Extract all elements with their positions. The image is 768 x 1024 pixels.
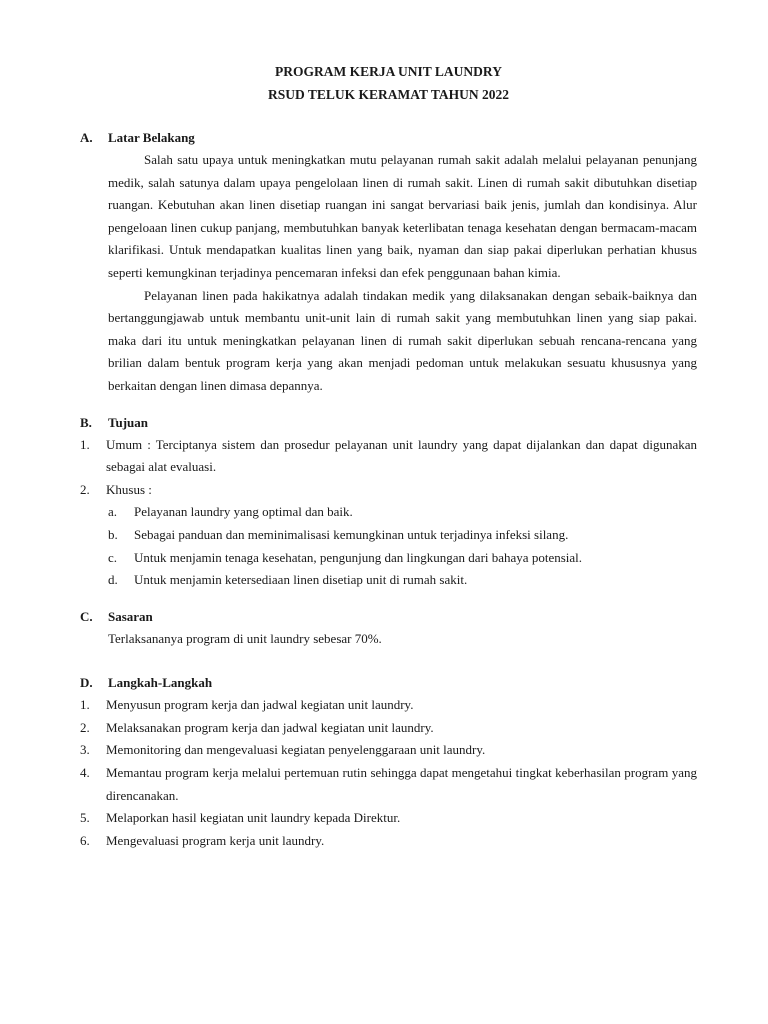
list-item bbox=[80, 762, 697, 807]
section-letter: C. bbox=[80, 608, 93, 624]
section-heading bbox=[80, 606, 697, 628]
list-number: 2. bbox=[80, 481, 90, 497]
list-item bbox=[80, 434, 697, 479]
sub-list-item bbox=[108, 501, 697, 524]
list-letter: c. bbox=[108, 549, 118, 565]
list-letter: d. bbox=[108, 572, 118, 588]
section-letter: B. bbox=[80, 414, 92, 430]
list-number: 6. bbox=[80, 832, 90, 848]
sub-list-item bbox=[108, 569, 697, 592]
list-letter: b. bbox=[108, 526, 118, 542]
section-letter: D. bbox=[80, 675, 93, 691]
list-item bbox=[80, 739, 697, 762]
list-text: Mengevaluasi program kerja unit laundry. bbox=[106, 832, 325, 848]
list-text: Melaporkan hasil kegiatan unit laundry kepada Direktur. bbox=[106, 810, 401, 826]
list-text: Pelayanan laundry yang optimal dan baik. bbox=[134, 504, 353, 520]
list-item bbox=[80, 479, 697, 502]
section-letter: A. bbox=[80, 130, 93, 145]
numbered-list bbox=[80, 434, 697, 592]
paragraph: Salah satu upaya untuk meningkatkan mutu pelayanan rumah sakit adalah melalui pelayanan penunjang medik, salah satunya dalam upaya pengelolaan linen di rumah sakit. Linen di rumah sakit dibutuhkan disetiap ruangan. Kebutuhan akan linen disetiap ruangan ini sangat bervariasi baik jenis, jumlah dan kondisinya. Alur pengeloaan linen cukup panjang, membutuhkan banyak keterlibatan tenaga kesehatan dengan bermacam-macam klarifikasi. Untuk mendapatkan kualitas linen yang baik, nyaman dan siap pakai diperlukan perhatian khusus seperti kemungkinan terjadinya pencemaran infeksi dan efek penggunaan bahan kimia. bbox=[108, 152, 697, 280]
section-heading bbox=[80, 412, 697, 434]
list-text: Memantau program kerja melalui pertemuan rutin sehingga dapat mengetahui tingkat keberhasilan program yang direncanakan. bbox=[106, 765, 697, 803]
section-title: Sasaran bbox=[108, 608, 153, 624]
list-text: Menyusun program kerja dan jadwal kegiatan unit laundry. bbox=[106, 697, 414, 713]
section-heading bbox=[80, 127, 697, 149]
list-text: Melaksanakan program kerja dan jadwal kegiatan unit laundry. bbox=[106, 719, 434, 735]
numbered-list bbox=[80, 694, 697, 852]
section-tujuan bbox=[80, 412, 697, 592]
list-text: Untuk menjamin tenaga kesehatan, pengunjung dan lingkungan dari bahaya potensial. bbox=[134, 549, 583, 565]
list-number: 3. bbox=[80, 742, 90, 758]
section-sasaran bbox=[80, 606, 697, 651]
list-number: 4. bbox=[80, 765, 90, 781]
list-item bbox=[80, 830, 697, 853]
sub-list-item bbox=[108, 524, 697, 547]
list-number: 1. bbox=[80, 436, 90, 452]
paragraph: Terlaksananya program di unit laundry sebesar 70%. bbox=[108, 630, 382, 646]
list-item bbox=[80, 717, 697, 740]
list-item bbox=[80, 694, 697, 717]
list-number: 5. bbox=[80, 810, 90, 826]
sub-list-item bbox=[108, 547, 697, 570]
list-number: 2. bbox=[80, 719, 90, 735]
document-title bbox=[80, 60, 697, 106]
sub-list bbox=[108, 501, 697, 591]
title-line-1: PROGRAM KERJA UNIT LAUNDRY bbox=[275, 64, 502, 79]
list-text: Sebagai panduan dan meminimalisasi kemungkinan untuk terjadinya infeksi silang. bbox=[134, 526, 569, 542]
list-item bbox=[80, 807, 697, 830]
list-text: Memonitoring dan mengevaluasi kegiatan penyelenggaraan unit laundry. bbox=[106, 742, 486, 758]
title-line-2: RSUD TELUK KERAMAT TAHUN 2022 bbox=[267, 87, 510, 102]
list-text: Umum : Terciptanya sistem dan prosedur pelayanan unit laundry yang dapat dijalankan dan dapat digunakan sebagai alat evaluasi. bbox=[106, 436, 697, 475]
section-title: Tujuan bbox=[108, 414, 148, 430]
list-text: Untuk menjamin ketersediaan linen disetiap unit di rumah sakit. bbox=[134, 572, 468, 588]
list-number: 1. bbox=[80, 697, 90, 713]
section-latar-belakang bbox=[80, 127, 697, 398]
section-title: Langkah-Langkah bbox=[108, 675, 213, 691]
list-text: Khusus : bbox=[106, 481, 152, 497]
list-letter: a. bbox=[108, 504, 118, 520]
section-langkah-langkah bbox=[80, 672, 697, 852]
paragraph: Pelayanan linen pada hakikatnya adalah tindakan medik yang dilaksanakan dengan sebaik-baiknya dan bertanggungjawab untuk membantu unit-unit lain di rumah sakit yang membutuhkan linen yang siap pakai. maka dari itu untuk meningkatkan pelayanan linen di rumah sakit diperlukan sebuah rencana-rencana yang brilian dalam bentuk program kerja yang akan menjadi pedoman untuk melakukan sesuatu khususnya yang berkaitan dengan linen dimasa depannya. bbox=[108, 287, 697, 393]
section-heading bbox=[80, 672, 697, 694]
section-title: Latar Belakang bbox=[108, 130, 195, 145]
